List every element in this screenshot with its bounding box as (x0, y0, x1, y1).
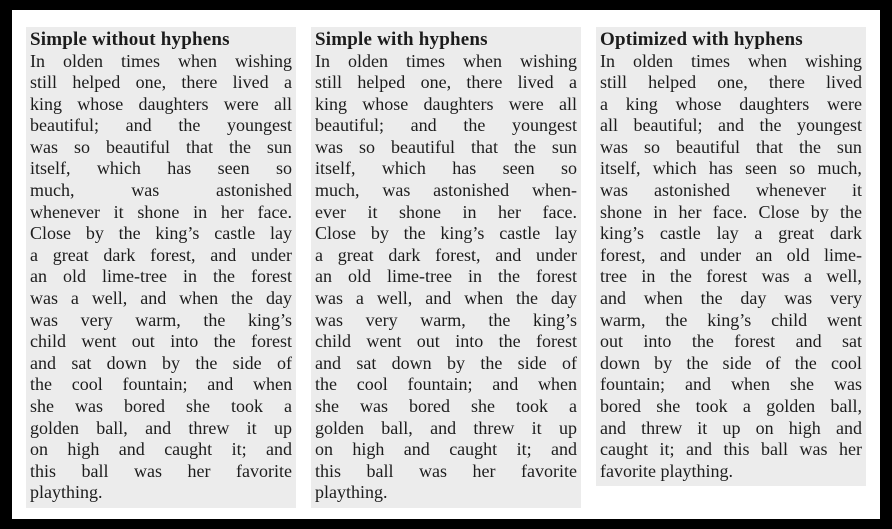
text-line: child went out into the forest (30, 331, 292, 352)
text-line: In olden times when wishing (30, 50, 292, 71)
text-line: In olden times when wishing (600, 50, 862, 71)
text-line: still helped one, there lived a (315, 72, 577, 93)
text-line: an old lime-tree in the forest (315, 266, 577, 287)
text-line: plaything. (30, 482, 103, 503)
text-line: a king whose daughters were (600, 93, 862, 114)
text-line: shone in her face. Close by the (600, 201, 862, 222)
text-line: much, was astonished when- (315, 180, 577, 201)
text-line: and threw it up on high and (600, 417, 862, 438)
text-line: king’s castle lay a great dark (600, 223, 862, 244)
column-title: Simple without hyphens (30, 29, 230, 50)
text-line: was so beautiful that the sun (30, 136, 292, 157)
text-line: plaything. (315, 482, 388, 503)
text-line: itself, which has seen so (315, 158, 577, 179)
text-line: golden ball, and threw it up (30, 417, 292, 438)
text-line: was astonished whenever it (600, 180, 862, 201)
text-line: was so beautiful that the sun (315, 136, 577, 157)
column-text (600, 51, 862, 483)
text-line: a great dark forest, and under (30, 244, 292, 265)
text-line: and sat down by the side of (315, 352, 577, 373)
text-line: was so beautiful that the sun (600, 136, 862, 157)
text-line: on high and caught it; and (30, 439, 292, 460)
text-line: king whose daughters were all (30, 93, 292, 114)
text-line: king whose daughters were all (315, 93, 577, 114)
text-line: was a well, and when the day (315, 288, 577, 309)
text-line: out into the forest and sat (600, 331, 862, 352)
text-line: tree in the forest was a well, (600, 266, 862, 287)
text-line: the cool fountain; and when (315, 374, 577, 395)
text-line: itself, which has seen so much, (600, 158, 862, 179)
column-text (315, 51, 577, 504)
text-line: and when the day was very (600, 288, 862, 309)
text-line: still helped one, there lived (600, 72, 862, 93)
text-line: bored she took a golden ball, (600, 396, 862, 416)
text-line: all beautiful; and the youngest (600, 115, 862, 136)
column-simple-without-hyphens (26, 27, 296, 508)
text-line: she was bored she took a (30, 396, 292, 416)
text-line: on high and caught it; and (315, 439, 577, 460)
text-line: was very warm, the king’s (315, 309, 577, 330)
text-line: the cool fountain; and when (30, 374, 292, 395)
text-line: In olden times when wishing (315, 50, 577, 71)
text-line: much, was astonished (30, 180, 292, 201)
text-line: golden ball, and threw it up (315, 417, 577, 438)
text-line: this ball was her favorite (30, 460, 292, 481)
text-line: itself, which has seen so (30, 158, 292, 179)
text-line: Close by the king’s castle lay (315, 223, 577, 244)
text-line: favorite plaything. (600, 460, 733, 481)
column-simple-with-hyphens (311, 27, 581, 508)
text-line: warm, the king’s child went (600, 309, 862, 330)
text-line: this ball was her favorite (315, 460, 577, 481)
text-line: child went out into the forest (315, 331, 577, 352)
text-line: a great dark forest, and under (315, 244, 577, 265)
text-line: forest, and under an old lime- (600, 244, 862, 265)
text-line: an old lime-tree in the forest (30, 266, 292, 287)
column-title: Optimized with hyphens (600, 29, 803, 50)
text-line: was a well, and when the day (30, 288, 292, 309)
text-line: Close by the king’s castle lay (30, 223, 292, 244)
column-optimized-with-hyphens (596, 27, 866, 486)
text-line: beautiful; and the youngest (30, 115, 292, 136)
text-line: was very warm, the king’s (30, 309, 292, 330)
text-line: caught it; and this ball was her (600, 439, 862, 460)
text-line: still helped one, there lived a (30, 72, 292, 93)
text-line: ever it shone in her face. (315, 201, 577, 222)
column-text (30, 51, 292, 504)
text-line: and sat down by the side of (30, 352, 292, 373)
text-line: she was bored she took a (315, 396, 577, 416)
text-line: fountain; and when she was (600, 374, 862, 395)
text-line: whenever it shone in her face. (30, 201, 292, 222)
text-line: down by the side of the cool (600, 352, 862, 373)
text-line: beautiful; and the youngest (315, 115, 577, 136)
column-title: Simple with hyphens (315, 29, 488, 50)
